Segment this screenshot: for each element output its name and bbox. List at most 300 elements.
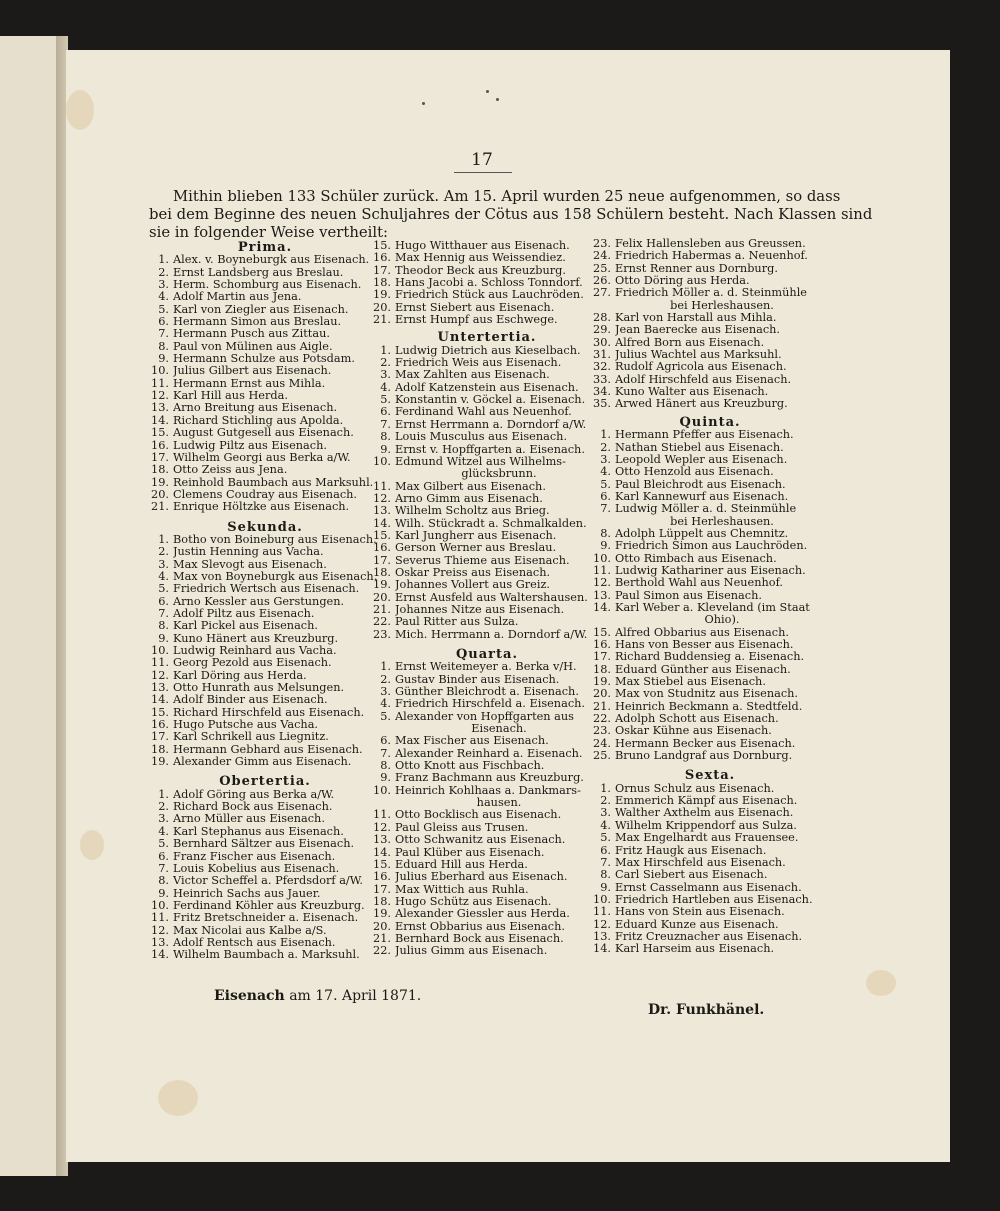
entry-number: 34. (593, 385, 611, 399)
entry-number: 9. (158, 352, 169, 366)
entry-number: 6. (600, 843, 611, 857)
list-item (591, 894, 829, 906)
entry-number: 25. (593, 749, 611, 763)
student-entry: Max von Boyneburgk aus Eisenach. (173, 570, 378, 583)
list-item (149, 633, 381, 645)
list-item (591, 238, 829, 250)
student-entry-continuation: Eisenach. (471, 722, 527, 736)
student-entry: Karl von Harstall aus Mihla. (615, 312, 777, 325)
speck-mark (486, 90, 489, 93)
entry-number: 13. (593, 588, 611, 602)
list-item (371, 748, 603, 760)
entry-number: 8. (380, 759, 391, 773)
student-entry: Eduard Kunze aus Eisenach. (615, 918, 779, 931)
student-entry: Franz Bachmann aus Kreuzburg. (395, 772, 584, 785)
entry-number: 4. (158, 290, 169, 304)
list-item (371, 871, 603, 883)
list-item (591, 250, 829, 262)
entry-number: 10. (373, 454, 391, 468)
list-item (149, 304, 381, 316)
list-item (591, 312, 829, 324)
student-list-quinta (591, 429, 829, 762)
student-entry: Julius Gimm aus Eisenach. (395, 945, 548, 958)
student-entry: Victor Scheffel a. Pferdsdorf a/W. (173, 875, 363, 888)
entry-number: 15. (373, 857, 391, 871)
student-entry: Ludwig Möller a. d. Steinmühle (615, 503, 797, 516)
student-entry: Max Slevogt aus Eisenach. (173, 558, 327, 571)
list-item (591, 783, 829, 795)
list-item (149, 427, 381, 439)
entry-number: 10. (151, 364, 169, 378)
entry-number: 15. (151, 705, 169, 719)
student-entry-continuation: bei Herleshausen. (670, 298, 774, 312)
student-entry: Emmerich Kämpf aus Eisenach. (615, 795, 798, 808)
student-entry: Karl Döring aus Herda. (173, 669, 307, 682)
student-entry: Karl von Ziegler aus Eisenach. (173, 303, 349, 316)
student-entry: Enrique Höltzke aus Eisenach. (173, 501, 350, 514)
entry-number: 20. (373, 919, 391, 933)
student-entry: Kuno Walter aus Eisenach. (615, 386, 769, 399)
list-item (149, 464, 381, 476)
student-entry: Adolph Lüppelt aus Chemnitz. (615, 527, 789, 540)
student-entry: Jean Baerecke aus Eisenach. (615, 324, 781, 337)
student-entry: Herm. Schomburg aus Eisenach. (173, 279, 362, 292)
list-item (149, 267, 381, 279)
entry-number: 9. (600, 880, 611, 894)
student-entry: Arno Kessler aus Gerstungen. (173, 595, 345, 608)
entry-number: 23. (373, 627, 391, 641)
list-item (371, 933, 603, 945)
student-entry: Ernst Siebert aus Eisenach. (395, 301, 555, 314)
student-entry: Justin Henning aus Vacha. (173, 546, 324, 559)
entry-number: 18. (373, 894, 391, 908)
student-entry: Felix Hallensleben aus Greussen. (615, 238, 806, 250)
entry-number: 9. (380, 771, 391, 785)
entry-number: 14. (151, 693, 169, 707)
list-item (149, 571, 381, 583)
list-item (591, 275, 829, 287)
student-entry: Ferdinand Wahl aus Neuenhof. (395, 406, 572, 419)
list-item (591, 931, 829, 943)
list-item (149, 756, 381, 768)
entry-number: 11. (373, 808, 391, 822)
student-entry: Arno Müller aus Eisenach. (173, 813, 325, 826)
entry-number: 16. (593, 638, 611, 651)
list-item (591, 491, 829, 503)
list-item (591, 750, 829, 762)
student-entry: Julius Eberhard aus Eisenach. (395, 871, 568, 884)
list-item (371, 945, 603, 957)
student-entry: Wilhelm Krippendorf aus Sulza. (615, 819, 797, 832)
student-entry: Alfred Obbarius aus Eisenach. (615, 626, 789, 639)
list-item (149, 694, 381, 706)
student-entry: Hans Jacobi a. Schloss Tonndorf. (395, 277, 583, 290)
list-item (591, 820, 829, 832)
list-item (371, 592, 603, 604)
list-item (591, 553, 829, 565)
list-item (591, 639, 829, 651)
list-item (591, 832, 829, 844)
entry-number: 16. (373, 541, 391, 555)
student-entry: Friedrich Stück aus Lauchröden. (395, 289, 584, 302)
class-heading-quarta: Quarta. (455, 647, 518, 662)
list-item (149, 534, 381, 546)
entry-number: 10. (373, 783, 391, 797)
entry-number: 4. (600, 818, 611, 832)
entry-number: 3. (380, 368, 391, 382)
entry-number: 18. (373, 276, 391, 290)
student-entry: Friedrich Wertsch aus Eisenach. (173, 583, 360, 596)
student-entry: Hermann Becker aus Eisenach. (615, 737, 796, 750)
student-entry: Richard Stichling aus Apolda. (173, 414, 344, 427)
entry-number: 20. (373, 300, 391, 314)
student-entry: Ernst Renner aus Dornburg. (615, 262, 778, 275)
student-entry: Carl Siebert aus Eisenach. (615, 869, 768, 882)
student-entry: Hugo Putsche aus Vacha. (173, 719, 319, 732)
student-entry: Max Zahlten aus Eisenach. (395, 369, 550, 382)
entry-number: 14. (151, 413, 169, 427)
student-entry: Ernst v. Hopffgarten a. Eisenach. (395, 443, 585, 456)
student-entry: Otto Schwanitz aus Eisenach. (395, 834, 566, 847)
entry-number: 13. (373, 833, 391, 847)
list-item (149, 851, 381, 863)
entry-number: 14. (373, 845, 391, 859)
list-item (591, 263, 829, 275)
entry-number: 1. (158, 787, 169, 801)
student-entry: Günther Bleichrodt a. Eisenach. (395, 686, 579, 699)
list-item (371, 921, 603, 933)
list-item (149, 291, 381, 303)
student-entry: Adolf Hirschfeld aus Eisenach. (615, 373, 792, 386)
entry-number: 26. (593, 274, 611, 288)
entry-number: 7. (158, 606, 169, 620)
list-item (371, 579, 603, 591)
list-item (149, 501, 381, 513)
student-entry: Ernst Casselmann aus Eisenach. (615, 881, 802, 894)
entry-number: 8. (600, 526, 611, 540)
entry-number: 11. (593, 905, 611, 919)
student-list-untertertia (371, 345, 603, 641)
student-entry: Berthold Wahl aus Neuenhof. (615, 577, 783, 590)
student-entry: Heinrich Kohlhaas a. Dankmars- (395, 784, 581, 797)
student-entry: Karl Hill aus Herda. (173, 390, 288, 403)
entry-number: 17. (151, 730, 169, 744)
entry-number: 11. (151, 656, 169, 670)
entry-number: 12. (373, 820, 391, 834)
entry-number: 15. (373, 239, 391, 252)
list-item (149, 826, 381, 838)
list-item (591, 454, 829, 466)
student-entry: Fritz Creuznacher aus Eisenach. (615, 930, 803, 943)
entry-number: 7. (158, 861, 169, 875)
entry-number: 35. (593, 397, 611, 411)
list-item (371, 555, 603, 567)
student-entry: Alex. v. Boyneburgk aus Eisenach. (173, 254, 370, 267)
student-entry: Reinhold Baumbach aus Marksuhl. (173, 476, 374, 489)
entry-number: 4. (158, 569, 169, 583)
entry-number: 7. (380, 417, 391, 431)
entry-number: 2. (158, 265, 169, 279)
student-entry: Severus Thieme aus Eisenach. (395, 554, 570, 567)
list-item (371, 847, 603, 859)
column-left (149, 242, 381, 962)
student-entry: Louis Kobelius aus Eisenach. (173, 862, 340, 875)
list-item (371, 760, 603, 772)
entry-number: 5. (380, 393, 391, 407)
entry-number: 2. (600, 794, 611, 808)
student-entry: Bernhard Bock aus Eisenach. (395, 932, 564, 945)
entry-number: 17. (373, 553, 391, 567)
list-item (149, 912, 381, 924)
student-entry: Max Hirschfeld aus Eisenach. (615, 856, 786, 869)
list-item (591, 882, 829, 894)
entry-number: 4. (380, 697, 391, 711)
student-entry: Gustav Binder aus Eisenach. (395, 673, 560, 686)
entry-number: 11. (373, 479, 391, 493)
entry-number: 3. (158, 557, 169, 571)
list-item (371, 505, 603, 517)
list-item (149, 402, 381, 414)
list-item (591, 349, 829, 361)
entry-number: 13. (151, 401, 169, 415)
list-item (591, 676, 829, 688)
list-item (371, 809, 603, 821)
student-entry: Arno Gimm aus Eisenach. (395, 492, 543, 505)
list-item (149, 316, 381, 328)
list-item (591, 528, 829, 540)
student-entry-continuation: glücksbrunn. (461, 467, 537, 481)
entry-number: 23. (593, 724, 611, 738)
student-entry: Hermann Schulze aus Potsdam. (173, 353, 355, 366)
student-entry: Johannes Vollert aus Greiz. (395, 579, 550, 592)
student-entry: Bruno Landgraf aus Dornburg. (615, 750, 793, 763)
student-entry: Karl Weber a. Kleveland (im Staat (615, 601, 810, 614)
student-entry: Richard Bock aus Eisenach. (173, 801, 333, 814)
list-item (371, 240, 603, 252)
student-entry: Otto Bocklisch aus Eisenach. (395, 809, 562, 822)
entry-number: 20. (373, 590, 391, 604)
student-entry: Karl Jungherr aus Eisenach. (395, 529, 557, 542)
student-entry: Karl Harseim aus Eisenach. (615, 943, 775, 956)
entry-number: 16. (373, 251, 391, 265)
student-entry: Konstantin v. Göckel a. Eisenach. (395, 394, 586, 407)
entry-number: 10. (593, 892, 611, 906)
student-entry: Alexander Gimm aus Eisenach. (173, 756, 352, 769)
student-entry: Ernst Herrmann a. Dorndorf a/W. (395, 418, 587, 431)
class-heading-prima: Prima. (237, 240, 293, 255)
list-item (149, 378, 381, 390)
list-item (371, 616, 603, 628)
list-item (149, 620, 381, 632)
list-item (149, 707, 381, 719)
list-item (149, 489, 381, 501)
student-entry: Friedrich Weis aus Eisenach. (395, 357, 562, 370)
intro-paragraph (149, 188, 873, 242)
entry-number: 21. (373, 313, 391, 327)
entry-number: 4. (600, 465, 611, 479)
student-entry: Nathan Stiebel aus Eisenach. (615, 441, 784, 454)
entry-number: 10. (151, 898, 169, 912)
student-list-prima (149, 254, 381, 513)
student-entry: Max Gilbert aus Eisenach. (395, 480, 546, 493)
list-item (591, 807, 829, 819)
entry-number: 4. (380, 380, 391, 394)
student-entry: Fritz Haugk aus Eisenach. (615, 844, 767, 857)
speck-mark (422, 102, 425, 105)
student-entry: Julius Wachtel aus Marksuhl. (615, 349, 782, 362)
student-entry: Heinrich Beckmann a. Stedtfeld. (615, 700, 803, 713)
list-item (371, 735, 603, 747)
list-item (591, 540, 829, 552)
student-entry: Friedrich Habermas a. Neuenhof. (615, 250, 808, 263)
list-item (371, 518, 603, 530)
entry-number: 13. (593, 929, 611, 943)
list-item (591, 664, 829, 676)
list-item (371, 604, 603, 616)
entry-number: 6. (380, 405, 391, 419)
entry-number: 22. (373, 615, 391, 629)
student-entry: Paul Simon aus Eisenach. (615, 589, 762, 602)
list-item (371, 822, 603, 834)
student-entry: Otto Knott aus Fischbach. (395, 760, 545, 773)
speck-mark (496, 98, 499, 101)
intro-line: bei dem Beginne des neuen Schuljahres der Cötus aus 158 Schülern besteht. Nach Klassen sind (149, 206, 873, 223)
student-entry: Wilhelm Scholtz aus Brieg. (395, 505, 550, 518)
list-item (149, 452, 381, 464)
student-entry-continuation: hausen. (476, 796, 522, 810)
student-entry: Rudolf Agricola aus Eisenach. (615, 361, 787, 374)
student-entry: Johannes Nitze aus Eisenach. (395, 603, 565, 616)
student-entry: Hugo Schütz aus Eisenach. (395, 895, 552, 908)
student-entry: Karl Kannewurf aus Eisenach. (615, 490, 789, 503)
student-entry: Mich. Herrmann a. Dorndorf a/W. (395, 628, 588, 641)
student-entry: Heinrich Sachs aus Jauer. (173, 887, 321, 900)
list-item (149, 670, 381, 682)
student-entry: Georg Pezold aus Eisenach. (173, 657, 332, 670)
list-item (591, 857, 829, 869)
student-entry: Eduard Hill aus Herda. (395, 858, 528, 871)
list-item (591, 651, 829, 663)
entry-number: 11. (151, 911, 169, 925)
student-entry: Paul Gleiss aus Trusen. (395, 821, 529, 834)
entry-number: 14. (151, 948, 169, 962)
student-entry: Friedrich Simon aus Lauchröden. (615, 540, 808, 553)
list-item (149, 279, 381, 291)
student-entry: Ernst Ausfeld aus Waltershausen. (395, 591, 588, 604)
list-item (371, 481, 603, 493)
entry-number: 15. (151, 426, 169, 440)
entry-number: 8. (158, 339, 169, 353)
entry-number: 13. (151, 935, 169, 949)
list-item (591, 795, 829, 807)
list-item (591, 337, 829, 349)
list-item (149, 559, 381, 571)
entry-number: 2. (158, 545, 169, 559)
list-item (149, 789, 381, 801)
student-entry: Walther Axthelm aus Eisenach. (615, 807, 794, 820)
entry-number: 5. (158, 302, 169, 316)
list-item (371, 382, 603, 394)
student-entry: Max Stiebel aus Eisenach. (615, 676, 766, 689)
student-entry: Hans von Stein aus Eisenach. (615, 906, 785, 919)
list-item (371, 394, 603, 406)
entry-number: 5. (158, 582, 169, 596)
list-item (149, 937, 381, 949)
student-entry: Friedrich Hartleben aus Eisenach. (615, 893, 813, 906)
entry-number: 18. (593, 662, 611, 676)
entry-number: 19. (151, 755, 169, 769)
entry-number: 16. (151, 438, 169, 452)
entry-number: 5. (600, 831, 611, 845)
list-item (149, 608, 381, 620)
entry-number: 14. (593, 942, 611, 956)
entry-number: 17. (373, 882, 391, 896)
entry-number: 18. (151, 463, 169, 477)
list-item (591, 869, 829, 881)
student-entry-continuation: bei Herleshausen. (670, 514, 774, 528)
list-item (591, 688, 829, 700)
list-item (371, 530, 603, 542)
entry-number: 21. (373, 931, 391, 945)
student-list-obertertia-cont (371, 240, 603, 326)
list-item (591, 845, 829, 857)
list-item (371, 859, 603, 871)
list-item (371, 896, 603, 908)
student-entry: August Gutgesell aus Eisenach. (173, 427, 354, 440)
entry-number: 24. (593, 249, 611, 263)
student-list-quarta (371, 661, 603, 957)
entry-number: 11. (593, 563, 611, 577)
entry-number: 1. (600, 428, 611, 442)
list-item (371, 345, 603, 357)
list-item (371, 419, 603, 431)
list-item (371, 629, 603, 641)
entry-number: 6. (600, 489, 611, 503)
list-item (371, 674, 603, 686)
student-list-sekunda (149, 534, 381, 769)
entry-number: 21. (373, 602, 391, 616)
entry-number: 12. (151, 389, 169, 403)
list-item (371, 406, 603, 418)
footer-date-line (214, 988, 421, 1004)
list-item (149, 838, 381, 850)
list-item (591, 374, 829, 386)
entry-number: 21. (151, 500, 169, 514)
entry-number: 25. (593, 261, 611, 275)
entry-number: 19. (151, 475, 169, 489)
footer-place: Eisenach (214, 988, 285, 1004)
list-item (149, 341, 381, 353)
list-item (371, 252, 603, 264)
student-entry: Max von Studnitz aus Eisenach. (615, 688, 799, 701)
entry-number: 1. (158, 532, 169, 546)
student-entry: Julius Gilbert aus Eisenach. (173, 365, 332, 378)
student-entry: Alexander Giessler aus Herda. (395, 908, 570, 921)
list-item (371, 302, 603, 314)
list-item (149, 353, 381, 365)
list-item (149, 365, 381, 377)
student-entry: Leopold Wepler aus Eisenach. (615, 453, 788, 466)
list-item (371, 661, 603, 673)
column-right (591, 238, 829, 956)
list-item (149, 682, 381, 694)
list-item (149, 744, 381, 756)
entry-number: 7. (380, 746, 391, 760)
student-list-quarta-cont (591, 238, 829, 411)
paper-stain (80, 830, 104, 860)
entry-number: 19. (373, 907, 391, 921)
list-item (371, 357, 603, 369)
